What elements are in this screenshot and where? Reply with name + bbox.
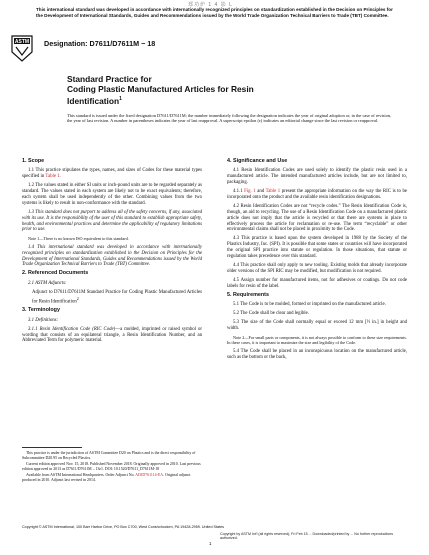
section-heading-significance: 4. Significance and Use xyxy=(227,158,288,164)
title-line-1: Standard Practice for xyxy=(67,74,152,84)
footnote-mark-2: 2 xyxy=(76,295,79,301)
svg-text:ASTM: ASTM xyxy=(14,39,30,45)
left-column xyxy=(22,156,202,348)
para-4-5: 4.5 Assign number for manufactured items, not for adhesives or coatings. Do not code labels for resin of the label. xyxy=(227,277,407,289)
para-5-2: 5.2 The Code shall be clear and legible. xyxy=(233,311,309,317)
para-4-1: 4.1 Resin Identification Codes are used solely to identify the plastic resin used in a manufactured article. The intended manufactured articles include, but are not limited to, packaging. xyxy=(227,168,407,186)
para-4-1-1-num: 4.1.1 xyxy=(233,189,245,195)
adjunct-order-link[interactable]: ADJD761114-EA xyxy=(135,473,164,477)
adjunct-title: Adjunct to D7611/D7611M Standard Practice for Coding Plastic Manufactured Articles for Resin Identification xyxy=(32,289,202,305)
section-heading-terminology: 3. Terminology xyxy=(22,307,60,314)
document-title xyxy=(67,74,367,106)
footnote-2-text: Available from ASTM International Headquarters. Order Adjunct No. xyxy=(26,473,136,477)
title-line-3 xyxy=(67,94,367,106)
para-5-1: 5.1 The Code is to be molded, formed or imprinted on the manufactured article. xyxy=(233,302,386,308)
para-1-1-text: 1.1 This practice stipulates the types, names, and sizes of Codes for these material types specified in xyxy=(22,168,202,180)
section-heading-scope: 1. Scope xyxy=(22,158,45,164)
right-column xyxy=(227,156,407,364)
para-4-3: 4.3 This practice is based upon the system developed in 1988 by the Society of the Plastics Industry, Inc. (SPI). It is possible that some states or countries will have incorporated the original SPI practice into statute or regulation. In those situations, that statute or regulation takes precedence over this standard. xyxy=(227,236,407,259)
issuance-statement: This standard is issued under the fixed designation D7611/D7611M; the number immediately following the designation indicates the year of original adoption or, in the case of revision, the year of last revision. A number in parentheses indicates the year of last reapproval. A superscript epsilon (ε) indicates an editorial change since the last revision or reapproval. xyxy=(67,113,392,124)
para-5-4: 5.4 The Code shall be placed in an inconspicuous location on the manufactured article, such as the bottom or the back, xyxy=(227,348,407,360)
term-ric-definition: —a molded, imprinted or raised symbol or wording that consists of an equilateral triangle, a Resin Identification Number, and an Abbreviated Term for polymeric material. xyxy=(22,326,202,344)
top-watermark: 郑功炉 1 4 影 L xyxy=(188,2,233,8)
title-line-3-text: Identification xyxy=(67,95,120,106)
fig-1-link[interactable]: Fig. 1 xyxy=(244,189,256,195)
para-2-1: 2.1 ASTM Adjuncts: xyxy=(28,280,67,286)
section-heading-referenced-documents: 2. Referenced Documents xyxy=(22,270,89,277)
para-4-2: 4.2 Resin Identification Codes are not “recycle codes.” The Resin Identification Code is, though, an aid to recycling. The use of a Resin Identification Code on a manufactured plastic article does not imply that the article is recycled or that there are systems in place to effectively process the article for reclamation or re-use. The term “recyclable” or other environmental claims shall not be placed in proximity to the Code. xyxy=(227,204,407,233)
para-4-1-1-and: and xyxy=(255,189,266,195)
table-1-link-2[interactable]: Table 1 xyxy=(265,189,281,195)
para-1-2: 1.2 The values stated in either SI units or inch-pound units are to be regarded separately as standard. The values stated in each system are likely not to be exact equivalents; therefore, each system shall be used independently of the other. Combining values from the two systems is likely to result in non-conformance with the standard. xyxy=(22,183,202,206)
astm-logo-icon xyxy=(10,35,34,62)
para-3-1-1 xyxy=(22,327,202,345)
para-1-1-end: . xyxy=(59,174,61,180)
note-1: Note 1—There is no known ISO equivalent to this standard. xyxy=(28,236,129,242)
para-1-3: 1.3 This standard does not purport to address all of the safety concerns, if any, associated with its use. It is the responsibility of the user of this standard to establish appropriate safety, health, and environmental practices and determine the applicability of regulatory limitations prior to use. xyxy=(22,209,202,233)
title-line-2: Coding Plastic Manufactured Articles for Resin xyxy=(67,84,254,94)
footnote-divider xyxy=(22,447,82,448)
para-1-4: 1.4 This international standard was developed in accordance with internationally recognized principles on standardization established in the Decision on Principles for the Development of International Standards, Guides and Recommendations issued by the World Trade Organization Technical Barriers to Trade (TBT) Committee. xyxy=(22,244,202,268)
astm-logo xyxy=(10,35,34,62)
footnotes xyxy=(22,451,202,484)
para-2-1-item xyxy=(22,290,202,305)
page-number: 1 xyxy=(209,541,212,546)
para-1-1 xyxy=(22,168,202,180)
para-3-1: 3.1 Definitions: xyxy=(28,317,59,323)
tbt-notice: This international standard was developed in accordance with internationally recognized principles on standardization established in the Decision on Principles for the Development of International Standards, Guides and Recommendations issued by the World Trade Organization Technical Barriers to Trade (TBT) Committee. xyxy=(36,7,393,18)
para-5-3: 5.3 The size of the Code shall normally equal or exceed 12 mm [½ in.] in height and width. xyxy=(227,320,407,332)
term-ric-code: 3.1.1 Resin Identification Code (RIC Code) xyxy=(28,326,116,332)
download-stamp: Copyright by ASTM Int'l (all rights reserved); Fri Feb 15 ... Downloaded/printed by ... No further reproductions authorized. xyxy=(220,532,394,541)
footnote-1: This practice is under the jurisdiction of ASTM Committee D20 on Plastics and is the direct responsibility of Subcommittee D20.95 on Recycled Plastics. xyxy=(22,451,196,460)
footnote-1b: Current edition approved Nov. 15, 2018. Published November 2018. Originally approved in 2010. Last previous edition approved in 2013 as D7611/D7611M – 13ε1. DOI: 10.1520/D7611_D7611M-18 xyxy=(22,462,201,471)
para-4-1-1-text: present the appropriate information on the way the RIC is to be incorporated onto the product and the available resin identification designations. xyxy=(227,189,408,200)
footnote-2-end: . Original adjunct produced in 2010. Adjunct last revised in 2014. xyxy=(22,473,191,482)
note-2: Note 2—For small parts or components, it is not always possible to conform to these size requirements. In these cases, it is important to maximize the size and legibility of the Code. xyxy=(227,335,407,346)
designation: Designation: D7611/D7611M − 18 xyxy=(44,39,156,48)
copyright-footer: Copyright © ASTM International, 100 Barr Harbor Drive, PO Box C700, West Conshohocken, PA 19428-2959. United States xyxy=(22,525,225,529)
title-footnote-mark: 1 xyxy=(119,96,122,102)
section-heading-requirements: 5. Requirements xyxy=(227,291,269,298)
para-4-1-1 xyxy=(227,189,407,201)
para-4-4: 4.4 This practice shall only apply to new tooling. Existing molds that already incorporate older versions of the SPI RIC may be modified, but modification is not required. xyxy=(227,263,407,274)
table-1-link[interactable]: Table 1 xyxy=(45,174,60,180)
footnote-2 xyxy=(22,473,202,483)
